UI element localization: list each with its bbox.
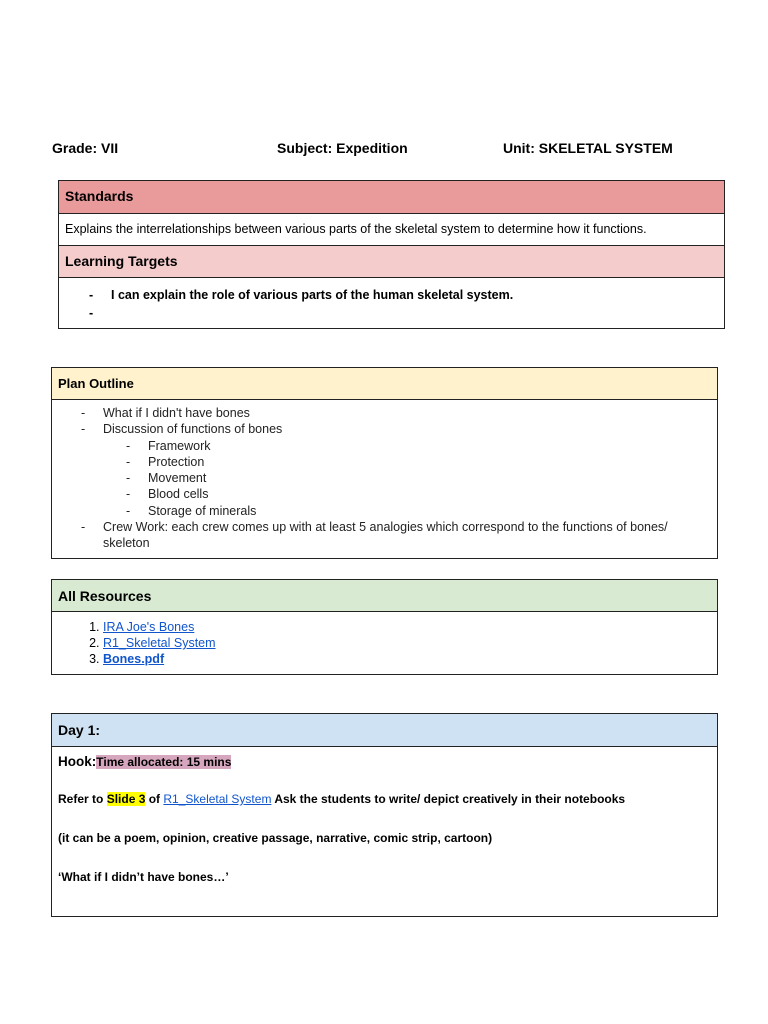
learning-targets-title: Learning Targets [65, 253, 178, 269]
slide-highlight: Slide 3 [106, 792, 146, 806]
standards-title: Standards [65, 188, 134, 204]
subject-label: Subject: Expedition [277, 140, 408, 156]
resources-header [52, 580, 717, 612]
skeletal-system-link[interactable]: R1_Skeletal System [163, 792, 272, 806]
learning-targets-header [59, 246, 724, 278]
resource-link-r1-skeletal-system[interactable]: R1_Skeletal System [103, 636, 216, 650]
standards-box [58, 180, 725, 329]
refer-to-text: Refer to [58, 792, 104, 806]
plan-item: - What if I didn't have bones [103, 405, 697, 421]
plan-outline-box [51, 367, 718, 559]
resource-item [103, 635, 717, 651]
plan-subitem: - Storage of minerals [148, 503, 697, 519]
of-text: of [148, 792, 161, 806]
time-allocated: Time allocated: 15 mins [96, 755, 232, 769]
examples-line: (it can be a poem, opinion, creative passage, narrative, comic strip, cartoon) [58, 831, 493, 845]
plan-subitem: - Protection [148, 454, 697, 470]
day1-header [52, 714, 717, 747]
day1-box [51, 713, 718, 917]
plan-subitem: - Blood cells [148, 486, 697, 502]
standards-text: Explains the interrelationships between various parts of the skeletal system to determine how it functions. [59, 214, 724, 246]
plan-subitems-wrap [103, 438, 697, 519]
hook-line [58, 754, 711, 778]
prompt-line: ‘What if I didn’t have bones…’ [58, 870, 229, 884]
plan-subitem: - Framework [148, 438, 697, 454]
plan-subitems [103, 438, 697, 519]
resource-item [103, 651, 717, 667]
resource-link-ira-joes-bones[interactable]: IRA Joe's Bones [103, 620, 195, 634]
refer-line [58, 792, 711, 806]
resource-link-bones-pdf[interactable]: Bones.pdf [103, 652, 165, 666]
resources-list [52, 612, 717, 667]
plan-outline-title: Plan Outline [58, 376, 134, 391]
learning-targets-list [59, 278, 724, 322]
learning-target-item [111, 304, 724, 322]
plan-item: - Crew Work: each crew comes up with at least 5 analogies which correspond to the functions of bones/ skeleton [103, 519, 697, 552]
plan-subitem: - Movement [148, 470, 697, 486]
learning-target-item: - I can explain the role of various parts of the human skeletal system. [111, 286, 724, 304]
instruction-text: Ask the students to write/ depict creatively in their notebooks [274, 792, 626, 806]
hook-label: Hook: [58, 754, 97, 769]
plan-outline-header [52, 368, 717, 400]
resource-item [103, 619, 717, 635]
plan-item: - Discussion of functions of bones [103, 421, 697, 437]
standards-header [59, 181, 724, 214]
grade-label: Grade: VII [52, 140, 119, 156]
resources-box [51, 579, 718, 675]
plan-outline-list [52, 400, 717, 552]
unit-label: Unit: SKELETAL SYSTEM [503, 140, 673, 156]
day1-title: Day 1: [58, 722, 101, 738]
resources-title: All Resources [58, 588, 152, 604]
